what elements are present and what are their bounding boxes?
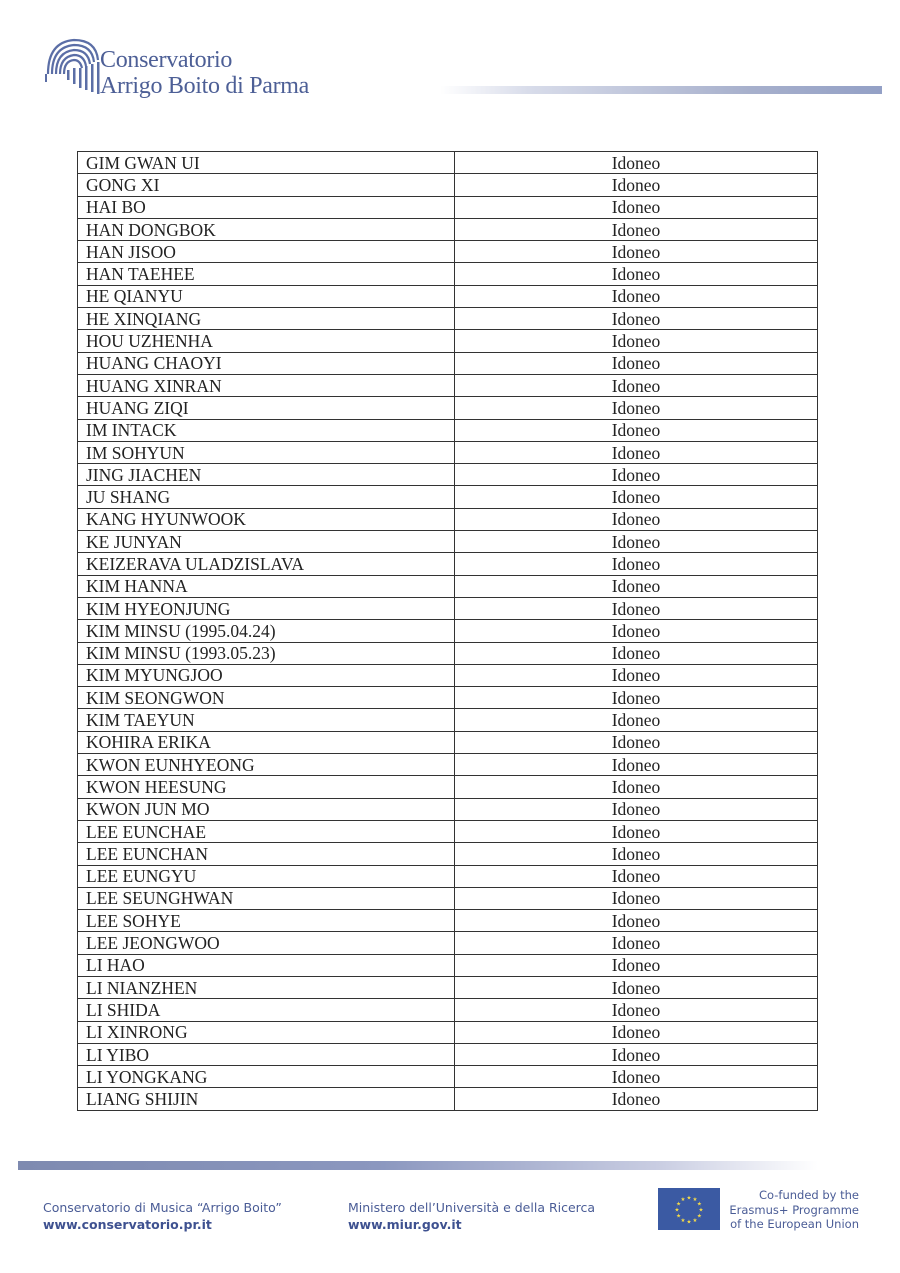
erasmus-cofunded-text	[726, 1188, 859, 1232]
candidate-status: Idoneo	[455, 910, 818, 932]
candidate-status: Idoneo	[455, 308, 818, 330]
eu-star: ★	[692, 1217, 698, 1224]
table-row	[78, 152, 818, 174]
candidate-name: GONG XI	[78, 174, 455, 196]
candidate-name: LI XINRONG	[78, 1021, 455, 1043]
table-row	[78, 597, 818, 619]
candidate-status: Idoneo	[455, 865, 818, 887]
candidate-name: KEIZERAVA ULADZISLAVA	[78, 553, 455, 575]
candidate-status: Idoneo	[455, 1021, 818, 1043]
candidate-name: IM INTACK	[78, 419, 455, 441]
footer-divider-bar	[18, 1161, 818, 1170]
table-row	[78, 241, 818, 263]
footer-conservatorio	[43, 1199, 282, 1233]
candidate-name: KWON HEESUNG	[78, 776, 455, 798]
table-row	[78, 308, 818, 330]
candidate-status: Idoneo	[455, 575, 818, 597]
candidate-name: LI NIANZHEN	[78, 976, 455, 998]
footer-conservatorio-name: Conservatorio di Musica “Arrigo Boito”	[43, 1200, 282, 1215]
logo-line-1: Conservatorio	[100, 47, 233, 73]
footer-ministero-name: Ministero dell’Università e della Ricerca	[348, 1200, 596, 1215]
candidate-status: Idoneo	[455, 932, 818, 954]
candidate-status: Idoneo	[455, 664, 818, 686]
eu-star: ★	[676, 1201, 682, 1208]
candidate-status: Idoneo	[455, 1043, 818, 1065]
table-row	[78, 1043, 818, 1065]
table-row	[78, 174, 818, 196]
candidate-name: HOU UZHENHA	[78, 330, 455, 352]
candidate-name: KIM MINSU (1993.05.23)	[78, 642, 455, 664]
eu-line-3: of the European Union	[730, 1217, 859, 1231]
eu-star: ★	[686, 1195, 692, 1202]
header-divider-bar	[440, 86, 882, 94]
candidate-name: KWON JUN MO	[78, 798, 455, 820]
candidate-name: LIANG SHIJIN	[78, 1088, 455, 1110]
table-row	[78, 843, 818, 865]
candidate-status: Idoneo	[455, 731, 818, 753]
candidate-name: LEE EUNGYU	[78, 865, 455, 887]
eu-star: ★	[676, 1213, 682, 1220]
footer-conservatorio-url[interactable]: www.conservatorio.pr.it	[43, 1217, 212, 1232]
table-row	[78, 887, 818, 909]
candidate-name: HUANG ZIQI	[78, 397, 455, 419]
candidate-status: Idoneo	[455, 352, 818, 374]
candidate-status: Idoneo	[455, 687, 818, 709]
candidate-status: Idoneo	[455, 330, 818, 352]
table-row	[78, 575, 818, 597]
candidate-status: Idoneo	[455, 776, 818, 798]
candidate-name: JU SHANG	[78, 486, 455, 508]
candidate-name: LI SHIDA	[78, 999, 455, 1021]
table-row	[78, 441, 818, 463]
table-row	[78, 999, 818, 1021]
table-row	[78, 642, 818, 664]
candidate-status: Idoneo	[455, 1088, 818, 1110]
candidate-name: KIM HANNA	[78, 575, 455, 597]
eu-star: ★	[696, 1201, 702, 1208]
candidate-status: Idoneo	[455, 419, 818, 441]
candidate-status: Idoneo	[455, 464, 818, 486]
arches-logo-icon	[42, 30, 102, 96]
table-row	[78, 731, 818, 753]
candidate-name: LI HAO	[78, 954, 455, 976]
table-row	[78, 954, 818, 976]
eu-line-2: Erasmus+ Programme	[729, 1202, 859, 1217]
candidate-status: Idoneo	[455, 486, 818, 508]
table-row	[78, 374, 818, 396]
candidate-name: LEE SOHYE	[78, 910, 455, 932]
table-row	[78, 508, 818, 530]
candidate-status: Idoneo	[455, 754, 818, 776]
candidate-name: LEE SEUNGHWAN	[78, 887, 455, 909]
candidate-status: Idoneo	[455, 954, 818, 976]
footer-ministero	[348, 1199, 595, 1233]
candidate-status: Idoneo	[455, 531, 818, 553]
candidate-name: LEE EUNCHAN	[78, 843, 455, 865]
results-table	[77, 151, 818, 1111]
candidate-name: HAN JISOO	[78, 241, 455, 263]
table-row	[78, 865, 818, 887]
candidate-name: HAN TAEHEE	[78, 263, 455, 285]
table-row	[78, 1088, 818, 1110]
eu-star: ★	[680, 1197, 686, 1204]
table-row	[78, 776, 818, 798]
table-row	[78, 910, 818, 932]
eu-star: ★	[674, 1207, 680, 1214]
candidate-status: Idoneo	[455, 709, 818, 731]
candidate-name: GIM GWAN UI	[78, 152, 455, 174]
candidate-name: KIM MYUNGJOO	[78, 664, 455, 686]
candidate-status: Idoneo	[455, 196, 818, 218]
results-table-body	[78, 152, 818, 1111]
table-row	[78, 464, 818, 486]
candidate-name: JING JIACHEN	[78, 464, 455, 486]
candidate-name: HAN DONGBOK	[78, 218, 455, 240]
table-row	[78, 620, 818, 642]
table-row	[78, 196, 818, 218]
candidate-status: Idoneo	[455, 976, 818, 998]
table-row	[78, 531, 818, 553]
table-row	[78, 218, 818, 240]
eu-star: ★	[696, 1213, 702, 1220]
candidate-name: KANG HYUNWOOK	[78, 508, 455, 530]
candidate-status: Idoneo	[455, 642, 818, 664]
candidate-status: Idoneo	[455, 597, 818, 619]
table-row	[78, 687, 818, 709]
candidate-status: Idoneo	[455, 887, 818, 909]
eu-star: ★	[692, 1197, 698, 1204]
candidate-status: Idoneo	[455, 798, 818, 820]
candidate-status: Idoneo	[455, 397, 818, 419]
table-row	[78, 664, 818, 686]
institution-logo-text	[100, 47, 309, 99]
candidate-status: Idoneo	[455, 241, 818, 263]
eu-line-1: Co-funded by the	[758, 1188, 859, 1202]
candidate-status: Idoneo	[455, 374, 818, 396]
candidate-name: LEE JEONGWOO	[78, 932, 455, 954]
table-row	[78, 263, 818, 285]
eu-star: ★	[680, 1217, 686, 1224]
candidate-name: LEE EUNCHAE	[78, 820, 455, 842]
candidate-name: IM SOHYUN	[78, 441, 455, 463]
table-row	[78, 798, 818, 820]
table-row	[78, 352, 818, 374]
table-row	[78, 397, 818, 419]
table-row	[78, 486, 818, 508]
table-row	[78, 932, 818, 954]
table-row	[78, 976, 818, 998]
logo-line-2: Arrigo Boito di Parma	[100, 73, 310, 99]
table-row	[78, 419, 818, 441]
candidate-status: Idoneo	[455, 174, 818, 196]
table-row	[78, 1066, 818, 1088]
candidate-status: Idoneo	[455, 820, 818, 842]
candidate-name: HUANG CHAOYI	[78, 352, 455, 374]
table-row	[78, 709, 818, 731]
candidate-name: LI YONGKANG	[78, 1066, 455, 1088]
table-row	[78, 1021, 818, 1043]
candidate-name: LI YIBO	[78, 1043, 455, 1065]
eu-star: ★	[686, 1219, 692, 1226]
candidate-name: HE XINQIANG	[78, 308, 455, 330]
footer-ministero-url[interactable]: www.miur.gov.it	[348, 1217, 462, 1232]
table-row	[78, 330, 818, 352]
table-row	[78, 754, 818, 776]
candidate-status: Idoneo	[455, 1066, 818, 1088]
candidate-name: KE JUNYAN	[78, 531, 455, 553]
candidate-status: Idoneo	[455, 441, 818, 463]
candidate-status: Idoneo	[455, 620, 818, 642]
candidate-status: Idoneo	[455, 218, 818, 240]
table-row	[78, 285, 818, 307]
candidate-name: KIM TAEYUN	[78, 709, 455, 731]
candidate-status: Idoneo	[455, 843, 818, 865]
eu-flag-icon	[658, 1188, 720, 1230]
candidate-status: Idoneo	[455, 263, 818, 285]
eu-star: ★	[698, 1207, 704, 1214]
table-row	[78, 820, 818, 842]
candidate-name: HUANG XINRAN	[78, 374, 455, 396]
candidate-status: Idoneo	[455, 999, 818, 1021]
candidate-status: Idoneo	[455, 152, 818, 174]
candidate-name: HAI BO	[78, 196, 455, 218]
candidate-name: KIM HYEONJUNG	[78, 597, 455, 619]
candidate-status: Idoneo	[455, 508, 818, 530]
candidate-name: KIM MINSU (1995.04.24)	[78, 620, 455, 642]
candidate-name: HE QIANYU	[78, 285, 455, 307]
table-row	[78, 553, 818, 575]
candidate-name: KOHIRA ERIKA	[78, 731, 455, 753]
candidate-name: KIM SEONGWON	[78, 687, 455, 709]
candidate-name: KWON EUNHYEONG	[78, 754, 455, 776]
candidate-status: Idoneo	[455, 285, 818, 307]
candidate-status: Idoneo	[455, 553, 818, 575]
